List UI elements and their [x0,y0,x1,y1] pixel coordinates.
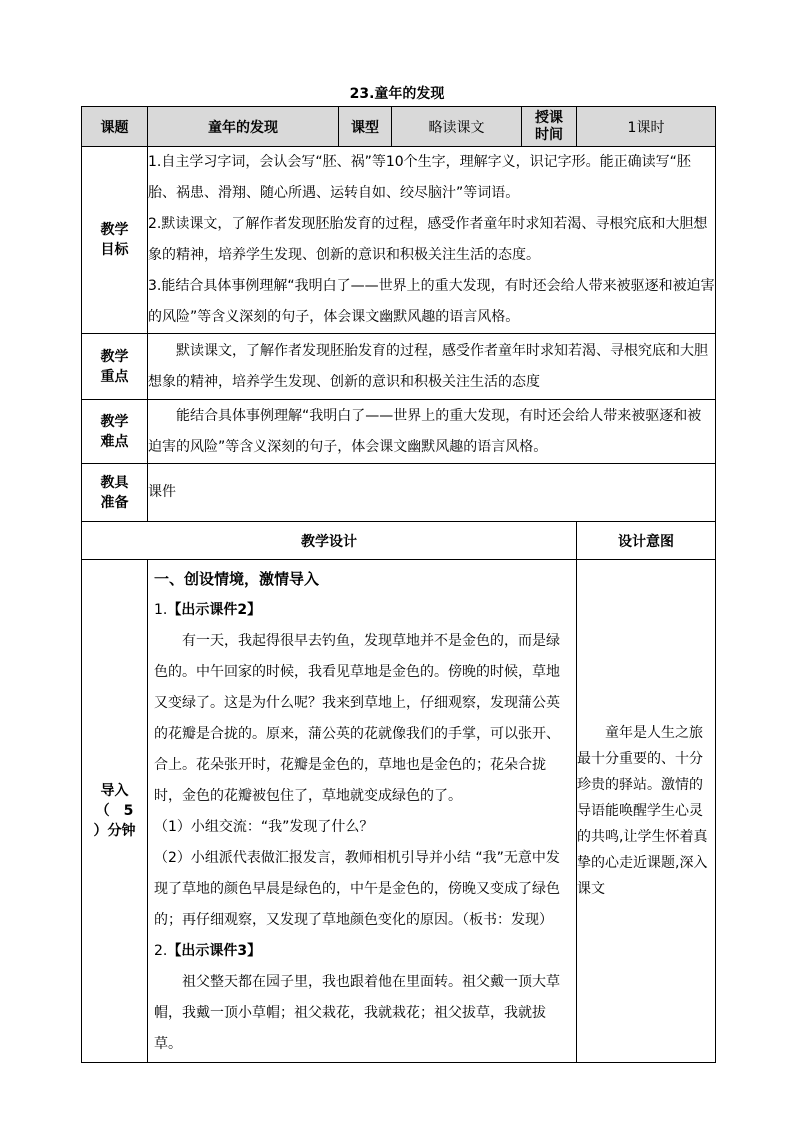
step-2-title: 【出示课件3】 [167,943,262,959]
time-label-line-2: 时间 [535,126,563,143]
section-title: 一、创设情境，激情导入 [154,570,320,588]
intro-label [82,560,148,1063]
goals-row [82,147,716,334]
goals-label-line-1: 教学 [100,222,129,238]
tools-label [82,464,148,522]
time-label-line-1: 授课 [535,109,563,126]
document-title: 23.童年的发现 [349,86,445,102]
tools-label-line-2: 准备 [100,494,129,511]
focus-row [82,334,716,400]
intro-intent: 童年是人生之旅最十分重要的、十分珍贵的驿站。激情的导语能唤醒学生心灵的共鸣,让学生怀着真挚的心走近课题,深入课文 [577,560,716,1063]
topic-value: 童年的发现 [148,107,339,147]
focus-content [148,334,716,400]
difficulty-label-line-1: 教学 [100,413,129,430]
goal-item-2: 2.默读课文，了解作者发现胚胎发育的过程，感受作者童年时求知若渴、寻根究底和大胆想象的精神，培养学生发现、创新的意识和积极关注生活的态度。 [148,216,708,263]
design-header: 教学设计 [82,522,577,560]
type-value: 略读课文 [392,107,522,147]
focus-text: 默读课文，了解作者发现胚胎发育的过程，感受作者童年时求知若渴、寻根究底和大胆想象的精神，培养学生发现、创新的意识和积极关注生活的态度 [148,342,708,390]
passage-1: 有一天，我起得很早去钓鱼，发现草地并不是金色的，而是绿色的。中午回家的时候，我看见草地是金色的。傍晚的时候，草地又变绿了。这是为什么呢？我来到草地上，仔细观察，发现蒲公英的花瓣是合拢的。原来，蒲公英的花就像我们的手掌，可以张开、合上。花朵张开时，花瓣是金色的，草地也是金色的；花朵合拢时，金色的花瓣被包住了，草地就变成绿色的了。 [154,633,560,804]
passage-2: 祖父整天都在园子里，我也跟着他在里面转。祖父戴一顶大草帽，我戴一顶小草帽；祖父栽花，我就栽花；祖父拔草，我就拔草。 [154,974,560,1052]
intro-label-line-3: ）分钟 [93,823,136,839]
tools-content [148,464,716,522]
step-2-prefix: 2. [154,943,168,959]
topic-label: 课题 [82,107,148,147]
intro-content [148,560,577,1063]
difficulty-text: 能结合具体事例理解“我明白了——世界上的重大发现，有时还会给人带来被驱逐和被迫害的风险”等含义深刻的句子，体会课文幽默风趣的语言风格。 [148,407,702,455]
tools-label-line-1: 教具 [100,474,129,491]
goals-content [148,147,716,334]
goal-item-3: 3.能结合具体事例理解“我明白了——世界上的重大发现，有时还会给人带来被驱逐和被迫害的风险”等含义深刻的句子，体会课文幽默风趣的语言风格。 [148,278,715,325]
intro-label-line-2: （ 5 [95,803,134,819]
intent-header: 设计意图 [577,522,716,560]
design-header-row [82,522,716,560]
question-2: （2）小组派代表做汇报发言，教师相机引导并小结 “我”无意中发现了草地的颜色早晨是绿色的，中午是金色的，傍晚又变成了绿色的；再仔细观察，又发现了草地颜色变化的原因。（板书：发现） [154,850,560,928]
step-1-heading [154,595,570,626]
type-label: 课型 [339,107,392,147]
focus-label-line-1: 教学 [100,348,129,365]
difficulty-label [82,400,148,464]
intro-label-line-1: 导入 [100,783,129,799]
focus-label-line-2: 重点 [100,368,129,385]
tools-text: 课件 [148,484,176,500]
focus-label [82,334,148,400]
step-1-title: 【出示课件2】 [167,602,262,618]
intro-row [82,560,716,1063]
time-value: 1课时 [577,107,716,147]
lesson-plan-table [81,106,716,1063]
difficulty-label-line-2: 难点 [100,433,129,450]
step-2-heading [154,936,570,967]
tools-row [82,464,716,522]
time-label [522,107,577,147]
difficulty-row [82,400,716,464]
step-1-prefix: 1. [154,602,168,618]
goals-label [82,147,148,334]
difficulty-content [148,400,716,464]
intro-body [148,560,576,1062]
goals-label-line-2: 目标 [100,242,129,258]
header-row [82,107,716,147]
question-1: （1）小组交流：“我”发现了什么？ [154,819,374,835]
goal-item-1: 1.自主学习字词，会认会写“胚、祸”等10个生字，理解字义，识记字形。能正确读写“胚胎、祸患、滑翔、随心所遇、运转自如、绞尽脑汁”等词语。 [148,154,691,201]
